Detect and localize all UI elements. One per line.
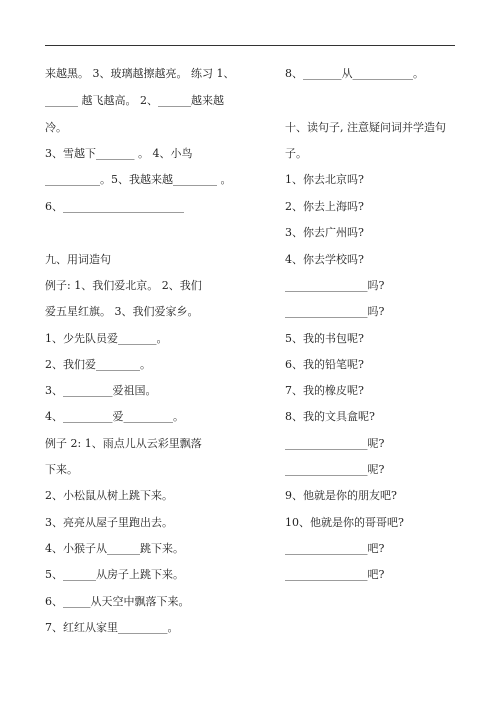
- text-line: 冷。: [45, 121, 67, 134]
- text-line: 6、______________________: [45, 200, 184, 213]
- text-line: 1、你去北京吗?: [285, 173, 364, 186]
- text-line: _______________呢?: [285, 437, 385, 450]
- text-line: 4、你去学校吗?: [285, 253, 364, 266]
- text-line: 3、亮亮从屋子里跑出去。: [45, 516, 173, 529]
- text-line: 5、______从房子上跳下来。: [45, 568, 184, 581]
- text-line: 例子 2: 1、雨点儿从云彩里飘落: [45, 437, 202, 450]
- text-line: 6、我的铅笔呢?: [285, 358, 364, 371]
- text-line: _______________吧?: [285, 568, 385, 581]
- text-line: 2、小松鼠从树上跳下来。: [45, 489, 173, 502]
- text-line: 下来。: [45, 463, 78, 476]
- text-line: _______________吧?: [285, 542, 385, 555]
- text-line: 4、_________爱_________。: [45, 410, 184, 423]
- text-line: 7、我的橡皮呢?: [285, 384, 364, 397]
- text-line: 3、你去广州吗?: [285, 226, 364, 239]
- text-line: 1、少先队员爱_______。: [45, 332, 168, 345]
- text-line: _______________呢?: [285, 463, 385, 476]
- text-line: 9、他就是你的朋友吧?: [285, 489, 397, 502]
- text-line: __________。5、我越来越________ 。: [45, 173, 232, 186]
- text-line: 爱五星红旗。 3、我们爱家乡。: [45, 305, 199, 318]
- text-line: 10、他就是你的哥哥吧?: [285, 516, 404, 529]
- text-line: 7、红红从家里_________。: [45, 621, 179, 634]
- text-line: ______ 越飞越高。 2、______越来越: [45, 94, 224, 107]
- text-line: _______________吗?: [285, 279, 385, 292]
- top-rule: [45, 45, 455, 46]
- text-line: 4、小猴子从______跳下来。: [45, 542, 184, 555]
- text-line: 5、我的书包呢?: [285, 332, 364, 345]
- section-heading: 十、读句子, 注意疑问词并学造句: [285, 121, 446, 134]
- text-line: 8、_______从___________。: [285, 67, 424, 80]
- text-line: 子。: [285, 147, 307, 160]
- text-line: _______________吗?: [285, 305, 385, 318]
- text-line: 6、_____从天空中飘落下来。: [45, 595, 190, 608]
- text-line: 8、我的文具盒呢?: [285, 410, 375, 423]
- text-line: 例子: 1、我们爱北京。 2、我们: [45, 279, 202, 292]
- section-heading: 九、用词造句: [45, 253, 111, 266]
- text-line: 2、我们爱________。: [45, 358, 151, 371]
- text-line: 来越黑。 3、玻璃越擦越亮。 练习 1、: [45, 67, 235, 80]
- text-line: 2、你去上海吗?: [285, 200, 364, 213]
- text-line: 3、雪越下_______ 。 4、小鸟: [45, 147, 193, 160]
- text-line: 3、_________爱祖国。: [45, 384, 157, 397]
